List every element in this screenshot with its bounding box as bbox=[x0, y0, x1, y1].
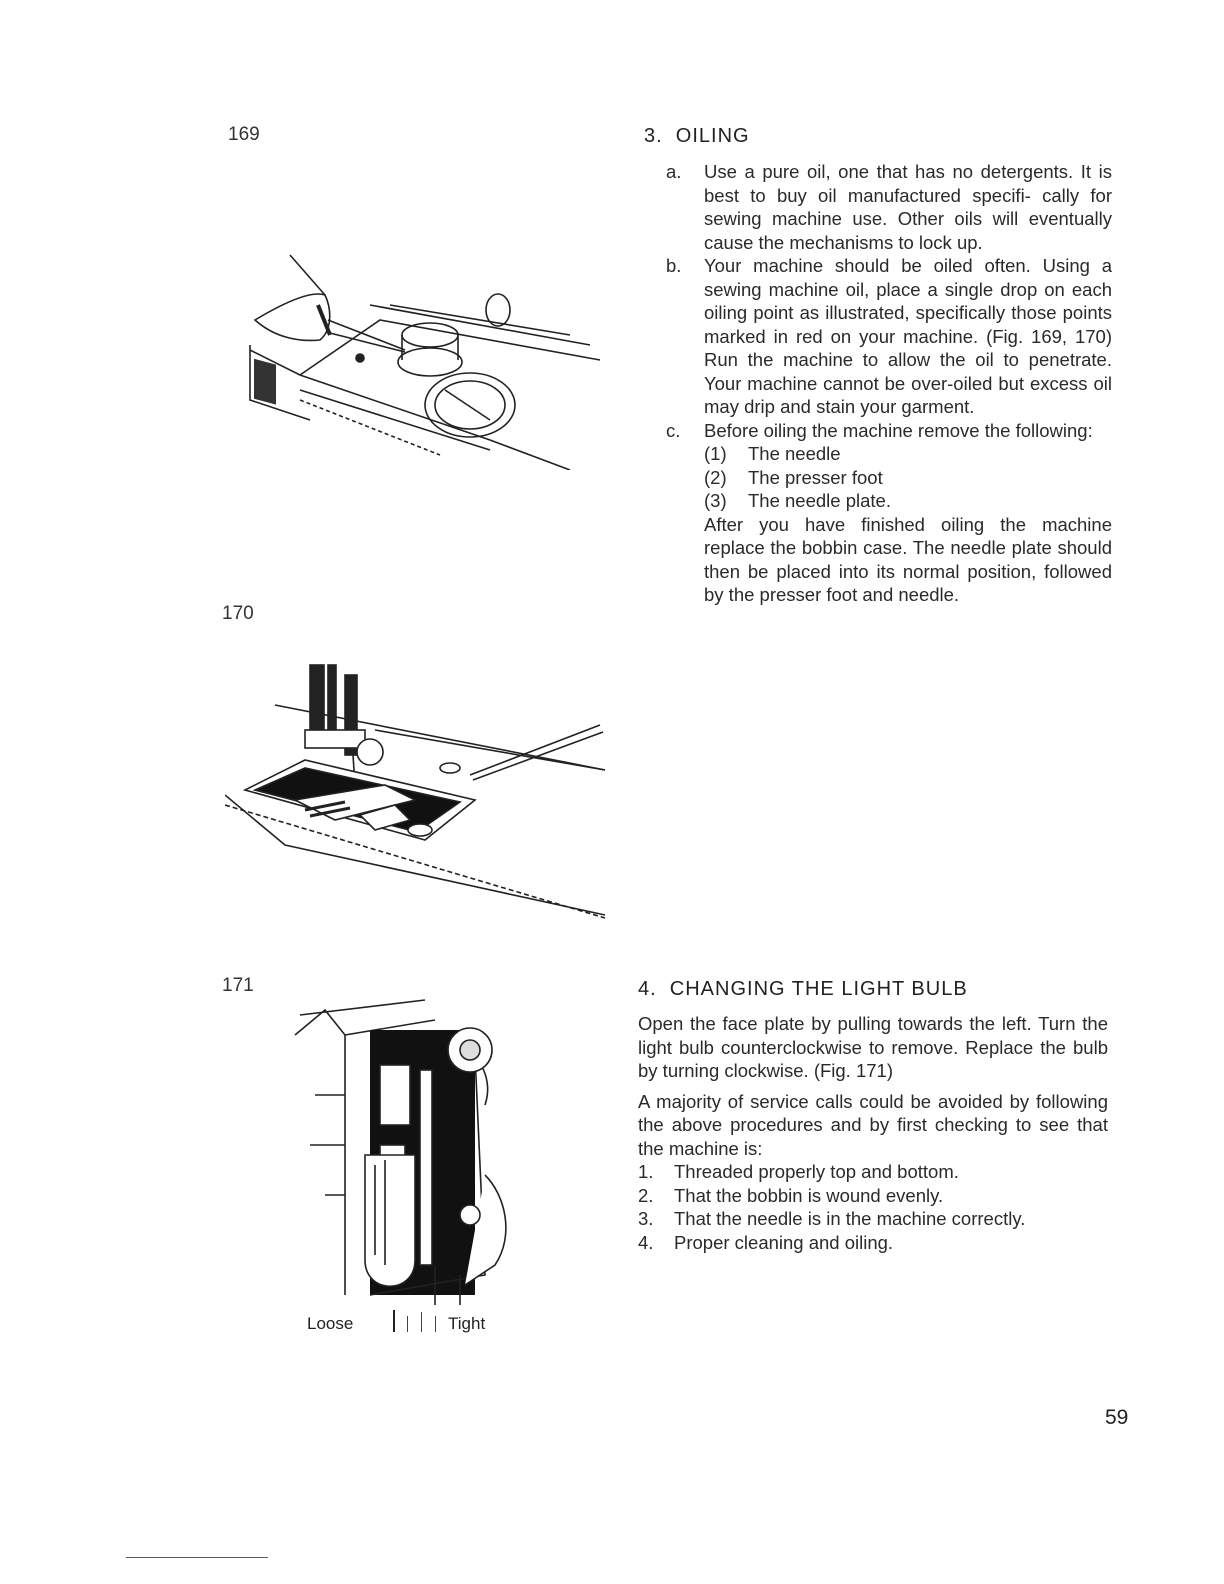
remove-list-item bbox=[704, 466, 1112, 490]
list-label: (3) bbox=[704, 490, 727, 511]
figure-170-needle-plate-illustration bbox=[225, 660, 610, 920]
after-oiling-text: After you have finished oiling the machine replace the bobbin case. The needle plate should then be placed into its normal position, followed by the presser foot and needle. bbox=[704, 513, 1112, 605]
list-item bbox=[638, 1184, 1108, 1208]
item-label: c. bbox=[666, 419, 681, 441]
figure-number-171: 171 bbox=[222, 975, 254, 996]
remove-list-item bbox=[704, 489, 1112, 513]
item-label: b. bbox=[666, 255, 682, 276]
item-label: a. bbox=[666, 161, 682, 182]
tension-ticks bbox=[393, 1310, 443, 1334]
figure-number-170: 170 bbox=[222, 603, 254, 624]
figure-number-169: 169 bbox=[228, 124, 260, 145]
list-item bbox=[638, 1207, 1108, 1231]
list-text: The needle bbox=[748, 443, 841, 464]
list-label: 2. bbox=[638, 1184, 654, 1206]
list-text: That the needle is in the machine correctly. bbox=[674, 1208, 1026, 1229]
item-text: Your machine should be oiled often. Using a sewing machine oil, place a single drop on each oiling point as illustrated, specifically those points marked in red on your machine. (Fig. 169, 170) Run the machine to allow the oil to penetrate. Your machine cannot be over-oiled but excess oil may drip and stain your garment. bbox=[704, 255, 1112, 417]
oiling-item-c bbox=[666, 419, 1112, 443]
list-text: Proper cleaning and oiling. bbox=[674, 1231, 894, 1253]
list-text: Threaded properly top and bottom. bbox=[674, 1161, 959, 1182]
page-number: 59 bbox=[1105, 1406, 1129, 1429]
list-text: That the bobbin is wound evenly. bbox=[674, 1184, 944, 1206]
list-label: 3. bbox=[638, 1208, 654, 1229]
list-label: (2) bbox=[704, 466, 727, 488]
light-bulb-instructions: Open the face plate by pulling towards the left. Turn the light bulb counterclockwise to remove. Replace the bulb by turning clockwise. (Fig. 171) bbox=[638, 1013, 1108, 1081]
checklist bbox=[638, 1160, 1108, 1254]
tight-label: Tight bbox=[448, 1314, 486, 1333]
remove-list-item bbox=[704, 442, 1112, 466]
loose-label: Loose bbox=[307, 1314, 354, 1333]
list-text: The presser foot bbox=[748, 466, 883, 488]
oiling-heading: 3. OILING bbox=[644, 125, 750, 147]
oiling-section bbox=[666, 160, 1112, 607]
list-item bbox=[638, 1160, 1108, 1184]
list-label: (1) bbox=[704, 443, 727, 464]
light-bulb-section bbox=[638, 1012, 1108, 1254]
list-label: 1. bbox=[638, 1161, 654, 1182]
oiling-item-b bbox=[666, 254, 1112, 419]
oiling-item-a bbox=[666, 160, 1112, 254]
light-bulb-heading: 4. CHANGING THE LIGHT BULB bbox=[638, 978, 968, 1000]
list-text: The needle plate. bbox=[748, 490, 891, 511]
service-calls-paragraph: A majority of service calls could be avoided by following the above procedures and by first checking to see that the machine is: bbox=[638, 1090, 1108, 1159]
list-label: 4. bbox=[638, 1231, 654, 1253]
item-text: Before oiling the machine remove the following: bbox=[704, 419, 1093, 441]
figure-171-light-bulb-illustration bbox=[285, 995, 525, 1305]
figure-169-oil-can-illustration bbox=[240, 250, 610, 470]
list-item bbox=[638, 1231, 1108, 1255]
item-text: Use a pure oil, one that has no detergents. It is best to buy oil manufactured specifi- cally for sewing machine use. Other oils will eventually cause the mechanisms to lock up. bbox=[704, 161, 1112, 253]
footer-rule bbox=[126, 1557, 268, 1558]
